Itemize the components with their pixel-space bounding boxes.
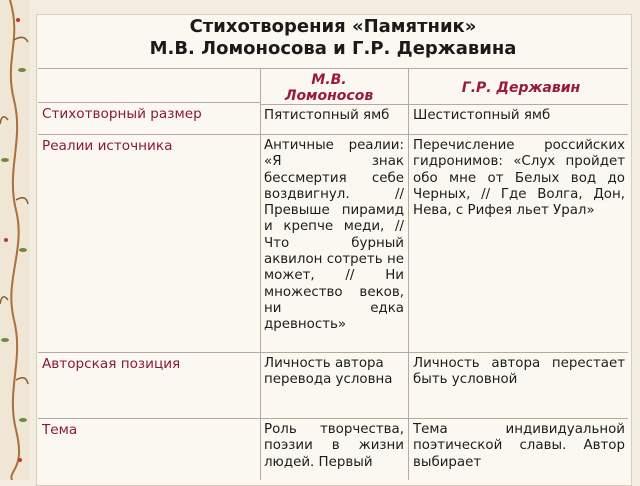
vine-ornament-graphic: [0, 0, 30, 480]
cell-lomonosov-position: Личность автора перевода условна: [264, 356, 393, 388]
cell-lomonosov-sources: Античные реалии: «Я знак бессмертия себе воздвигнул. // Превыше пирамид и крепче меди, // Что бурный аквилон сотреть не может, // Ни множество веков, ни едка древность»: [264, 138, 404, 333]
table-title-line2: М.В. Ломоносова и Г.Р. Державина: [149, 38, 517, 59]
cell-derzhavin-sources: Перечисление российских гидронимов: «Слух пройдет обо мне от Белых вод до Черных, // Где Волга, Дон, Нева, с Рифея льет Урал»: [413, 138, 625, 219]
grid-line: [260, 104, 628, 105]
grid-line: [38, 134, 628, 135]
grid-line: [38, 352, 628, 353]
column-header-lomonosov: М.В. Ломоносов: [284, 72, 374, 104]
row-label-sources: Реалии источника: [42, 138, 173, 154]
row-label-theme: Тема: [42, 422, 78, 438]
table-title: [38, 16, 628, 68]
grid-line: [38, 102, 260, 103]
vine-ornament: [0, 0, 30, 480]
grid-line: [38, 68, 628, 69]
column-header-derzhavin: Г.Р. Державин: [461, 80, 581, 96]
grid-line: [38, 418, 628, 419]
row-label-meter: Стихотворный размер: [42, 106, 202, 122]
cell-lomonosov-meter: Пятистопный ямб: [264, 108, 390, 123]
cell-derzhavin-meter: Шестистопный ямб: [413, 108, 551, 123]
cell-derzhavin-theme: Тема индивидуальной поэтической славы. Автор выбирает: [413, 422, 625, 470]
table-title-line1: Стихотворения «Памятник»: [189, 16, 477, 37]
cell-lomonosov-theme: Роль творчества, поэзии в жизни людей. Первый: [264, 422, 404, 470]
row-label-position: Авторская позиция: [42, 356, 181, 372]
cell-derzhavin-position: Личность автора перестает быть условной: [413, 356, 625, 388]
